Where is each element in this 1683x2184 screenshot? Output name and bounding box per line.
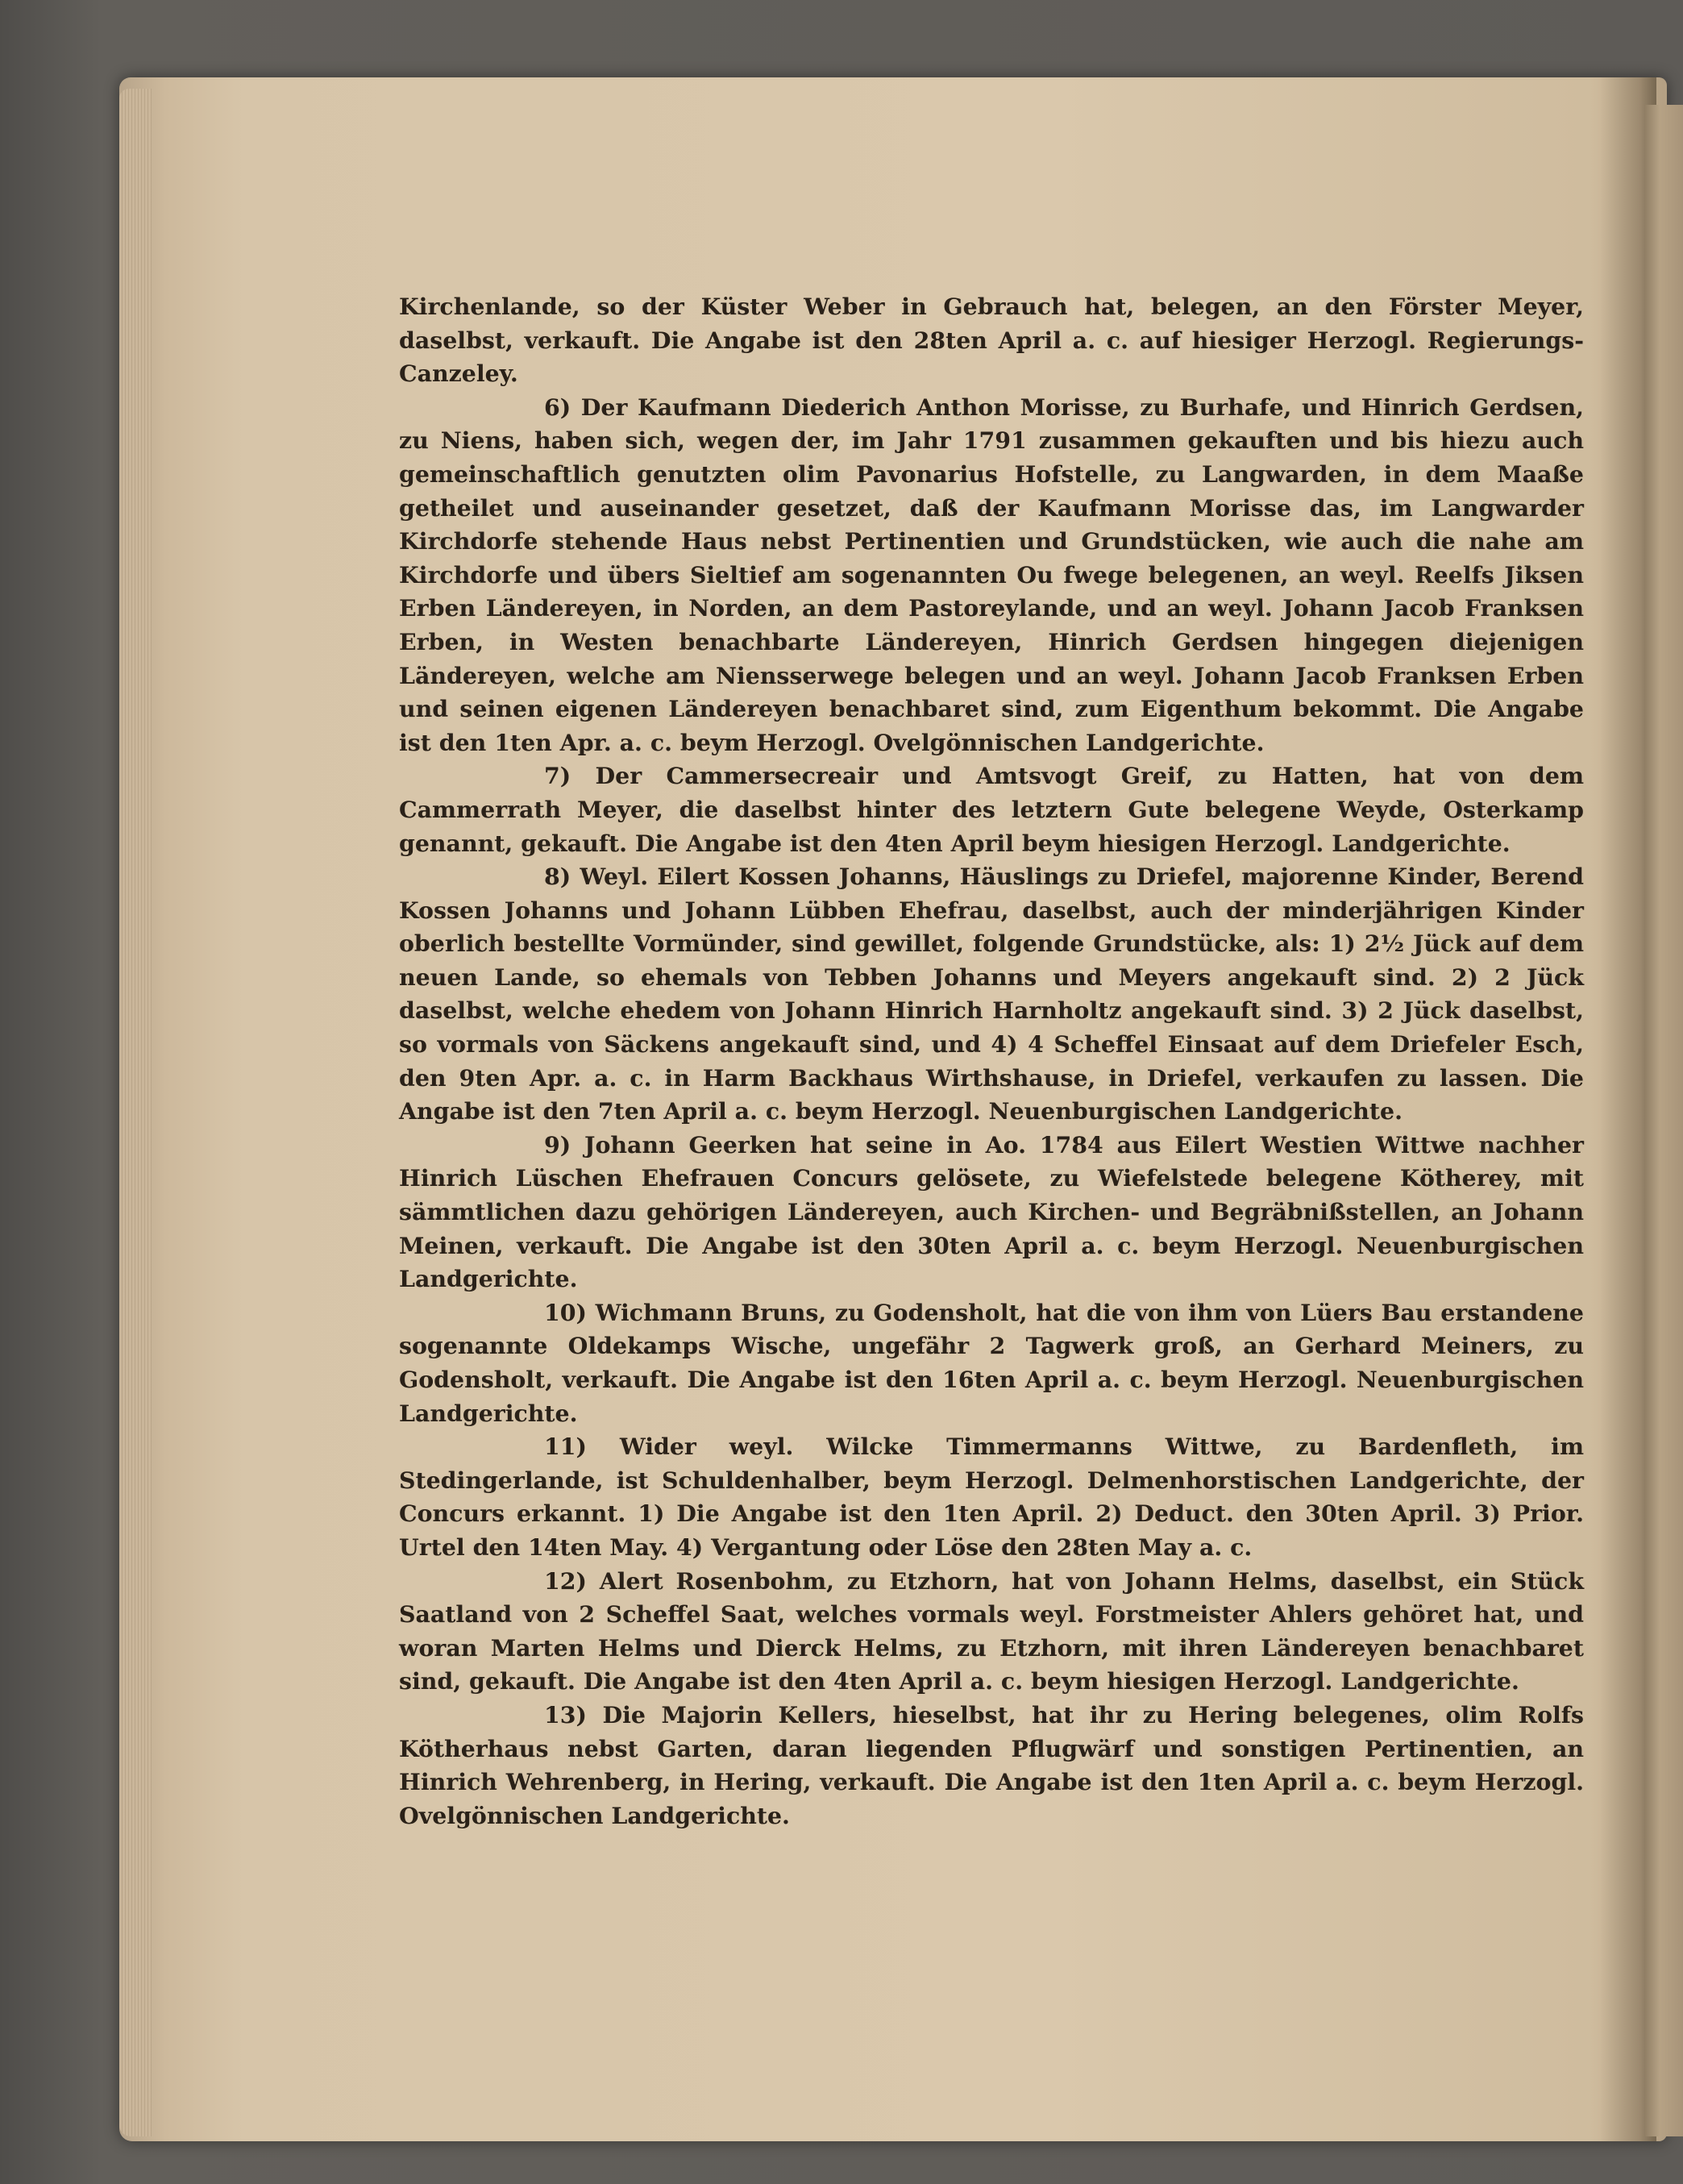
body-text: [399, 290, 1584, 1959]
page-edges: [119, 89, 152, 2136]
paragraph-10: 10) Wichmann Bruns, zu Godensholt, hat die von ihm von Lüers Bau erstandene sogenannte Oldekamps Wische, ungefähr 2 Tagwerk groß, an Gerhard Meiners, zu Godensholt, verkauft. Die Angabe ist den 16ten April a. c. beym Herzogl. Neuenburgischen Landgerichte.: [399, 1298, 1584, 1427]
paragraph-8: 8) Weyl. Eilert Kossen Johanns, Häuslings zu Driefel, majorenne Kinder, Berend Kossen Johanns und Johann Lübben Ehefrau, daselbst, auch der minderjährigen Kinder oberlich bestellte Vormünder, sind gewillet, folgende Grundstücke, als: 1) 2½ Jück auf dem neuen Lande, so ehemals von Tebben Johanns und Meyers angekauft sind. 2) 2 Jück daselbst, welche ehedem von Johann Hinrich Harnholtz angekauft sind. 3) 2 Jück daselbst, so vormals von Säckens angekauft sind, und 4) 4 Scheffel Einsaat auf dem Driefeler Esch, den 9ten Apr. a. c. in Harm Backhaus Wirthshause, in Driefel, verkaufen zu lassen. Die Angabe ist den 7ten April a. c. beym Herzogl. Neuenburgischen Landgerichte.: [399, 863, 1584, 1125]
paragraph-12: 12) Alert Rosenbohm, zu Etzhorn, hat von Johann Helms, daselbst, ein Stück Saatland von 2 Scheffel Saat, welches vormals weyl. Forstmeister Ahlers gehöret hat, und woran Marten Helms und Dierck Helms, zu Etzhorn, mit ihren Ländereyen benachbaret sind, gekauft. Die Angabe ist den 4ten April a. c. beym hiesigen Herzogl. Landgerichte.: [399, 1566, 1584, 1695]
paragraph-11: 11) Wider weyl. Wilcke Timmermanns Wittwe, zu Bardenfleth, im Stedingerlande, ist Schuldenhalber, beym Herzogl. Delmenhorstischen Landgerichte, der Concurs erkannt. 1) Die Angabe ist den 1ten April. 2) Deduct. den 30ten April. 3) Prior. Urtel den 14ten May. 4) Vergantung oder Löse den 28ten May a. c.: [399, 1433, 1584, 1561]
paragraph-13: 13) Die Majorin Kellers, hieselbst, hat ihr zu Hering belegenes, olim Rolfs Kötherhaus nebst Garten, daran liegenden Pflugwärf und sonstigen Pertinentien, an Hinrich Wehrenberg, in Hering, verkauft. Die Angabe ist den 1ten April a. c. beym Herzogl. Ovelgönnischen Landgerichte.: [399, 1700, 1584, 1829]
paragraph-7: 7) Der Cammersecreair und Amtsvogt Greif, zu Hatten, hat von dem Cammerrath Meyer, die daselbst hinter des letztern Gute belegene Weyde, Osterkamp genannt, gekauft. Die Angabe ist den 4ten April beym hiesigen Herzogl. Landgerichte.: [399, 762, 1584, 857]
paragraph-5-tail: Kirchenlande, so der Küster Weber in Gebrauch hat, belegen, an den Förster Meyer, daselbst, verkauft. Die Angabe ist den 28ten April a. c. auf hiesiger Herzogl. Regierungs-Canzeley.: [399, 293, 1584, 388]
facing-page-edge: [1644, 105, 1683, 2136]
paragraph-6: 6) Der Kaufmann Diederich Anthon Morisse, zu Burhafe, und Hinrich Gerdsen, zu Niens, haben sich, wegen der, im Jahr 1791 zusammen gekauften und bis hiezu auch gemeinschaftlich genutzten olim Pavonarius Hofstelle, zu Langwarden, in dem Maaße getheilet und auseinander gesetzet, daß der Kaufmann Morisse das, im Langwarder Kirchdorfe stehende Haus nebst Pertinentien und Grundstücken, wie auch die nahe am Kirchdorfe und übers Sieltief am sogenannten Ou fwege belegenen, an weyl. Reelfs Jiksen Erben Ländereyen, in Norden, an dem Pastoreylande, und an weyl. Johann Jacob Franksen Erben, in Westen benachbarte Ländereyen, Hinrich Gerdsen hingegen diejenigen Ländereyen, welche am Niensserwege belegen und an weyl. Johann Jacob Franksen Erben und seinen eigenen Ländereyen benachbaret sind, zum Eigenthum bekommt. Die Angabe ist den 1ten Apr. a. c. beym Herzogl. Ovelgönnischen Landgerichte.: [399, 393, 1584, 756]
paragraph-9: 9) Johann Geerken hat seine in Ao. 1784 aus Eilert Westien Wittwe nachher Hinrich Lüschen Ehefrauen Concurs gelösete, zu Wiefelstede belegene Kötherey, mit sämmtlichen dazu gehörigen Ländereyen, auch Kirchen- und Begräbnißstellen, an Johann Meinen, verkauft. Die Angabe ist den 30ten April a. c. beym Herzogl. Neuenburgischen Landgerichte.: [399, 1130, 1584, 1293]
